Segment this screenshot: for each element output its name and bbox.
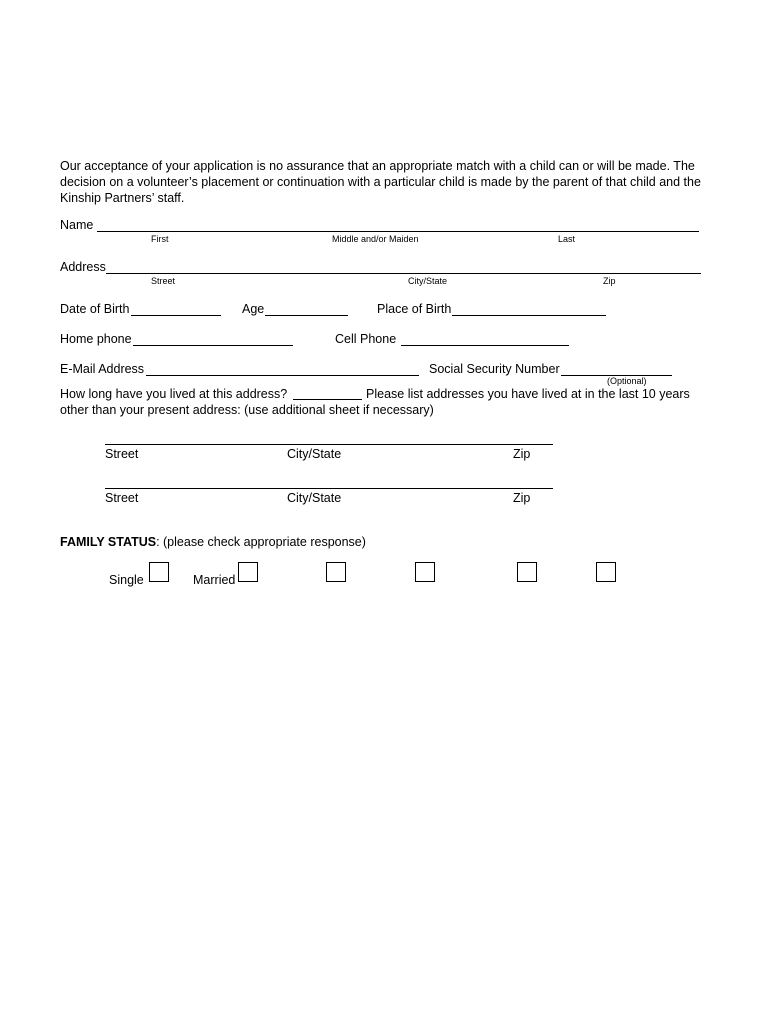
name-field[interactable] [97, 231, 699, 232]
years-at-address-field[interactable] [293, 399, 362, 400]
family-status-heading [60, 535, 366, 550]
dob-label: Date of Birth [60, 302, 130, 316]
address-field[interactable] [106, 273, 701, 274]
name-middle-caption: Middle and/or Maiden [332, 234, 419, 244]
option-3-checkbox[interactable] [326, 562, 346, 582]
address-label: Address [60, 260, 106, 274]
address-street-caption: Street [151, 276, 176, 286]
prior-address-2-city-state: City/State [287, 491, 342, 505]
dob-field[interactable] [131, 315, 221, 316]
ssn-label: Social Security Number [429, 362, 560, 376]
option-4-checkbox[interactable] [415, 562, 435, 582]
family-status-instruction: : (please check appropriate response) [156, 535, 366, 549]
prior-address-2-street: Street [105, 491, 139, 505]
married-checkbox[interactable] [238, 562, 258, 582]
prior-address-1-zip: Zip [513, 447, 531, 461]
history-instruction-cont: other than your present address: (use additional sheet if necessary) [60, 403, 434, 417]
name-first-caption: First [151, 234, 169, 244]
home-phone-label: Home phone [60, 332, 132, 346]
prior-address-1-city-state: City/State [287, 447, 342, 461]
option-6-checkbox[interactable] [596, 562, 616, 582]
intro-line-2: decision on a volunteer’s placement or continuation with a particular child is made by the parent of that child and the [60, 175, 701, 189]
place-of-birth-label: Place of Birth [377, 302, 452, 316]
email-field[interactable] [146, 375, 419, 376]
ssn-optional-caption: (Optional) [607, 376, 647, 386]
single-checkbox[interactable] [149, 562, 169, 582]
prior-address-1-street: Street [105, 447, 139, 461]
option-5-checkbox[interactable] [517, 562, 537, 582]
address-zip-caption: Zip [603, 276, 616, 286]
history-question: How long have you lived at this address? [60, 387, 288, 401]
address-city-state-caption: City/State [408, 276, 448, 286]
age-label: Age [242, 302, 265, 316]
prior-address-1-field[interactable] [105, 444, 553, 445]
place-of-birth-field[interactable] [452, 315, 606, 316]
cell-phone-field[interactable] [401, 345, 569, 346]
family-status-title: FAMILY STATUS [60, 535, 157, 549]
name-label: Name [60, 218, 94, 232]
married-label: Married [193, 573, 236, 587]
prior-address-2-zip: Zip [513, 491, 531, 505]
name-last-caption: Last [558, 234, 576, 244]
intro-line-1: Our acceptance of your application is no assurance that an appropriate match with a child can or will be made. The [60, 159, 695, 173]
prior-address-2-field[interactable] [105, 488, 553, 489]
email-label: E-Mail Address [60, 362, 145, 376]
single-label: Single [109, 573, 144, 587]
age-field[interactable] [265, 315, 348, 316]
intro-line-3: Kinship Partners’ staff. [60, 191, 185, 205]
intro-paragraph [60, 158, 720, 206]
home-phone-field[interactable] [133, 345, 293, 346]
history-instruction: Please list addresses you have lived at in the last 10 years [366, 387, 690, 401]
cell-phone-label: Cell Phone [335, 332, 397, 346]
